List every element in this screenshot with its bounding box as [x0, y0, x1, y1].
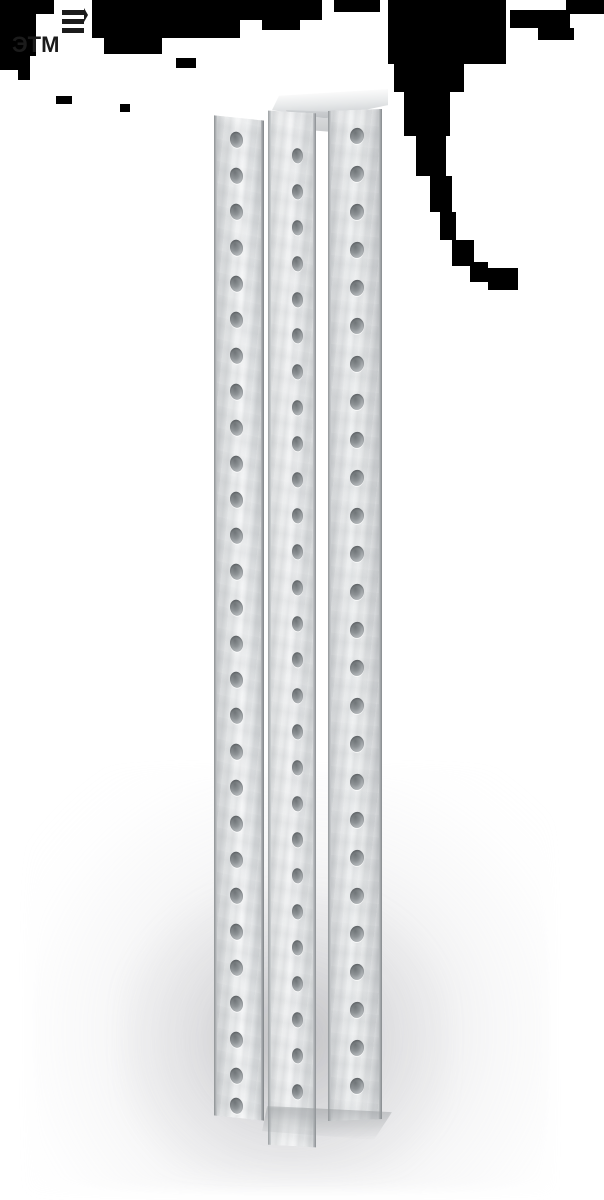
- etm-watermark-text: ЭТМ: [12, 32, 60, 57]
- left-plate: [214, 115, 264, 1120]
- etm-watermark: [10, 6, 88, 64]
- center-plate-holes: [268, 111, 316, 1148]
- center-plate: [268, 111, 316, 1148]
- right-plate: [328, 109, 382, 1121]
- left-plate-holes: [214, 115, 264, 1120]
- right-plate-holes: [328, 109, 382, 1121]
